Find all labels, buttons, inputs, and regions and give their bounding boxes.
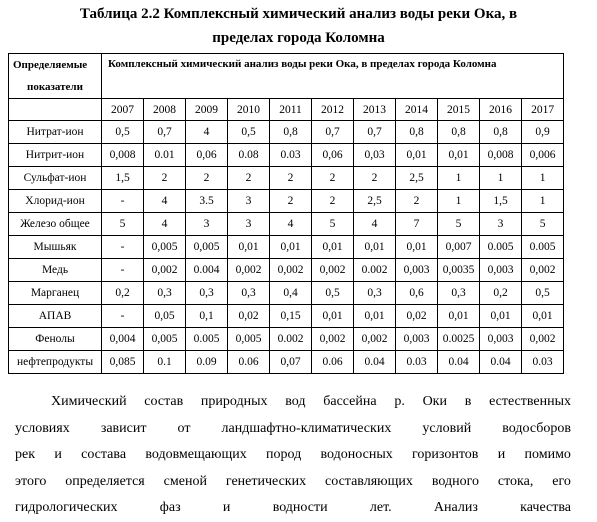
table-cell: 0,1 xyxy=(186,305,228,328)
paragraph-word: состава xyxy=(81,447,127,463)
table-cell: 0,06 xyxy=(186,144,228,167)
table-cell: 0,003 xyxy=(480,259,522,282)
year-cell: 2007 xyxy=(102,99,144,121)
table-cell: 0.0025 xyxy=(438,328,480,351)
table-cell: 0,02 xyxy=(396,305,438,328)
table-cell: 0,3 xyxy=(186,282,228,305)
table-cell: 0,3 xyxy=(438,282,480,305)
row-label: Марганец xyxy=(9,282,102,305)
paragraph-word: естественных xyxy=(489,394,571,409)
row-label: Сульфат-ион xyxy=(9,167,102,190)
table-cell: - xyxy=(102,305,144,328)
caption-line-1: Таблица 2.2 Комплексный химический анализ воды реки Ока, в xyxy=(79,6,518,22)
table-cell: 0,003 xyxy=(396,328,438,351)
table-row xyxy=(9,213,564,236)
table-cell: 0,007 xyxy=(438,236,480,259)
table-cell: 3 xyxy=(480,213,522,236)
paragraph-word: лет. xyxy=(369,500,392,516)
row-label: Железо общее xyxy=(9,213,102,236)
table-cell: 0,6 xyxy=(396,282,438,305)
row-label: АПАВ xyxy=(9,305,102,328)
table-cell: 0,085 xyxy=(102,351,144,374)
table-cell: 4 xyxy=(144,213,186,236)
table-row xyxy=(9,351,564,374)
year-empty-cell xyxy=(9,99,102,121)
table-cell: 4 xyxy=(270,213,312,236)
table-cell: 3 xyxy=(228,190,270,213)
table-cell: 0,004 xyxy=(102,328,144,351)
row-label: Нитрит-ион xyxy=(9,144,102,167)
paragraph-word: пород xyxy=(266,447,302,463)
table-cell: 0,002 xyxy=(354,328,396,351)
table-cell: 2 xyxy=(354,167,396,190)
row-label: Медь xyxy=(9,259,102,282)
table-cell: 0,8 xyxy=(270,121,312,144)
table-cell: 5 xyxy=(312,213,354,236)
paragraph-line xyxy=(15,495,571,522)
year-cell: 2015 xyxy=(438,99,480,121)
paragraph-word: его xyxy=(552,473,571,489)
table-cell: 0.002 xyxy=(354,259,396,282)
water-analysis-table xyxy=(8,53,564,374)
paragraph-line xyxy=(15,416,571,443)
row-label: Нитрат-ион xyxy=(9,121,102,144)
paragraph-word: водности xyxy=(272,500,328,516)
paragraph-word: сменой xyxy=(163,473,207,489)
header-indicators-line-1: Определяемые xyxy=(13,59,88,71)
table-cell: 0,01 xyxy=(312,305,354,328)
paragraph-word: водосборов xyxy=(502,420,571,436)
table-cell: 0,0035 xyxy=(438,259,480,282)
table-row xyxy=(9,236,564,259)
table-cell: 0,01 xyxy=(270,236,312,259)
paragraph-word: Химический xyxy=(51,394,127,409)
paragraph-word: вод xyxy=(285,394,306,409)
table-cell: 0,5 xyxy=(312,282,354,305)
table-cell: 0,8 xyxy=(396,121,438,144)
table-cell: 0,003 xyxy=(396,259,438,282)
body-paragraph xyxy=(15,389,571,522)
table-cell: 0,01 xyxy=(228,236,270,259)
table-cell: 0,06 xyxy=(312,144,354,167)
table-cell: 0,3 xyxy=(354,282,396,305)
header-indicators-line-2: показатели xyxy=(27,81,83,93)
table-cell: 0.04 xyxy=(354,351,396,374)
table-cell: 0,002 xyxy=(522,259,564,282)
table-cell: 0,01 xyxy=(438,305,480,328)
paragraph-word: горизонтов xyxy=(412,447,479,463)
table-cell: 0,05 xyxy=(144,305,186,328)
paragraph-word: составляющих xyxy=(325,473,413,489)
table-cell: 0,005 xyxy=(186,236,228,259)
paragraph-word: водоносных xyxy=(320,447,393,463)
table-cell: 2,5 xyxy=(354,190,396,213)
table-cell: 0,3 xyxy=(228,282,270,305)
table-cell: 5 xyxy=(102,213,144,236)
row-label: Мышьяк xyxy=(9,236,102,259)
paragraph-word: определяется xyxy=(65,473,145,489)
table-cell: 1,5 xyxy=(102,167,144,190)
paragraph-word: состав xyxy=(144,394,184,409)
table-row xyxy=(9,167,564,190)
year-cell: 2016 xyxy=(480,99,522,121)
table-cell: 0,01 xyxy=(354,236,396,259)
table-cell: 0,008 xyxy=(102,144,144,167)
table-cell: 4 xyxy=(186,121,228,144)
table-cell: 0,07 xyxy=(270,351,312,374)
year-cell: 2010 xyxy=(228,99,270,121)
paragraph-word: гидрологических xyxy=(15,500,118,516)
table-row xyxy=(9,259,564,282)
table-cell: 0.03 xyxy=(396,351,438,374)
paragraph-word: фаз xyxy=(159,500,181,516)
paragraph-word: в xyxy=(464,394,472,409)
table-cell: 0.005 xyxy=(522,236,564,259)
table-row xyxy=(9,305,564,328)
table-cell: 0,7 xyxy=(144,121,186,144)
table-cell: 0,3 xyxy=(144,282,186,305)
table-cell: 0.04 xyxy=(438,351,480,374)
table-cell: 2 xyxy=(270,190,312,213)
table-cell: 0,005 xyxy=(228,328,270,351)
table-cell: 0.004 xyxy=(186,259,228,282)
table-cell: 0,03 xyxy=(354,144,396,167)
table-cell: 1 xyxy=(480,167,522,190)
year-cell: 2008 xyxy=(144,99,186,121)
year-cell: 2014 xyxy=(396,99,438,121)
table-cell: 0.09 xyxy=(186,351,228,374)
paragraph-word: и xyxy=(222,500,231,516)
table-cell: 0,01 xyxy=(396,236,438,259)
table-cell: 0.08 xyxy=(228,144,270,167)
paragraph-word: зависит xyxy=(100,420,147,436)
table-cell: 0,2 xyxy=(480,282,522,305)
table-cell: 0.03 xyxy=(270,144,312,167)
paragraph-word: от xyxy=(177,420,191,436)
table-cell: 0,02 xyxy=(228,305,270,328)
table-cell: 0,01 xyxy=(396,144,438,167)
table-cell: 2 xyxy=(270,167,312,190)
table-cell: 0,8 xyxy=(438,121,480,144)
header-analysis-title: Комплексный химический анализ воды реки Ока, в пределах города Коломна xyxy=(102,54,564,99)
table-cell: 0,8 xyxy=(480,121,522,144)
table-cell: 0.005 xyxy=(186,328,228,351)
table-cell: 4 xyxy=(144,190,186,213)
table-cell: - xyxy=(102,190,144,213)
table-cell: 0.002 xyxy=(270,328,312,351)
paragraph-word: рек xyxy=(15,447,36,463)
table-cell: 1,5 xyxy=(480,190,522,213)
table-cell: 2,5 xyxy=(396,167,438,190)
table-cell: 1 xyxy=(522,190,564,213)
table-cell: 0,002 xyxy=(312,328,354,351)
table-cell: 0,01 xyxy=(438,144,480,167)
table-cell: 0.1 xyxy=(144,351,186,374)
paragraph-line xyxy=(15,469,571,496)
table-cell: 0.03 xyxy=(522,351,564,374)
table-cell: 0,005 xyxy=(144,328,186,351)
table-cell: 2 xyxy=(186,167,228,190)
table-cell: 0,01 xyxy=(480,305,522,328)
table-cell: 5 xyxy=(522,213,564,236)
table-cell: 0.005 xyxy=(480,236,522,259)
paragraph-word: условий xyxy=(422,420,472,436)
table-cell: 0,002 xyxy=(312,259,354,282)
table-row xyxy=(9,121,564,144)
table-row xyxy=(9,328,564,351)
table-cell: 0.06 xyxy=(312,351,354,374)
table-cell: 0,4 xyxy=(270,282,312,305)
row-label: Хлорид-ион xyxy=(9,190,102,213)
paragraph-line xyxy=(15,442,571,469)
table-cell: 1 xyxy=(522,167,564,190)
table-cell: 0.01 xyxy=(144,144,186,167)
table-cell: 0,008 xyxy=(480,144,522,167)
paragraph-word: природных xyxy=(200,394,268,409)
table-cell: 7 xyxy=(396,213,438,236)
table-cell: 0,9 xyxy=(522,121,564,144)
table-cell: 0,002 xyxy=(144,259,186,282)
paragraph-line xyxy=(15,389,571,416)
paragraph-word: этого xyxy=(15,473,47,489)
year-cell: 2012 xyxy=(312,99,354,121)
table-cell: 0,7 xyxy=(312,121,354,144)
table-cell: 0,006 xyxy=(522,144,564,167)
paragraph-word: условиях xyxy=(15,420,70,436)
table-cell: - xyxy=(102,236,144,259)
table-cell: 3 xyxy=(186,213,228,236)
table-row xyxy=(9,144,564,167)
table-cell: 0,15 xyxy=(270,305,312,328)
table-cell: 0,5 xyxy=(522,282,564,305)
table-cell: 2 xyxy=(396,190,438,213)
table-cell: 1 xyxy=(438,167,480,190)
header-indicators xyxy=(9,54,102,99)
table-cell: 0.04 xyxy=(480,351,522,374)
table-cell: 1 xyxy=(438,190,480,213)
table-cell: 0,01 xyxy=(354,305,396,328)
table-cell: 0,5 xyxy=(228,121,270,144)
paragraph-word: Оки xyxy=(422,394,447,409)
paragraph-word: и xyxy=(54,447,62,463)
year-cell: 2013 xyxy=(354,99,396,121)
table-caption xyxy=(0,2,597,50)
table-cell: 2 xyxy=(228,167,270,190)
table-cell: 0,002 xyxy=(270,259,312,282)
row-label: нефтепродукты xyxy=(9,351,102,374)
table-cell: 0,005 xyxy=(144,236,186,259)
table-cell: 0,7 xyxy=(354,121,396,144)
paragraph-word: качества xyxy=(520,500,571,516)
year-cell: 2011 xyxy=(270,99,312,121)
table-cell: 3.5 xyxy=(186,190,228,213)
table-cell: 2 xyxy=(312,167,354,190)
table-cell: 2 xyxy=(144,167,186,190)
table-cell: 4 xyxy=(354,213,396,236)
table-cell: 0,01 xyxy=(312,236,354,259)
paragraph-word: ландшафтно-климатических xyxy=(221,420,392,436)
table-cell: 5 xyxy=(438,213,480,236)
paragraph-word: и xyxy=(497,447,506,463)
year-cell: 2017 xyxy=(522,99,564,121)
paragraph-word: бассейна xyxy=(323,394,377,409)
paragraph-word: стока, xyxy=(497,473,534,489)
table-cell: 0,01 xyxy=(522,305,564,328)
table-cell: 0,003 xyxy=(480,328,522,351)
table-cell: 2 xyxy=(312,190,354,213)
table-row xyxy=(9,190,564,213)
year-cell: 2009 xyxy=(186,99,228,121)
table-cell: - xyxy=(102,259,144,282)
table-cell: 0,002 xyxy=(522,328,564,351)
table-cell: 0,2 xyxy=(102,282,144,305)
paragraph-word: помимо xyxy=(524,447,571,463)
table-cell: 0,5 xyxy=(102,121,144,144)
years-row xyxy=(9,99,564,121)
paragraph-word: генетических xyxy=(225,473,307,489)
paragraph-word: водовмещающих xyxy=(145,447,247,463)
table-row xyxy=(9,282,564,305)
table-cell: 3 xyxy=(228,213,270,236)
table-cell: 0.06 xyxy=(228,351,270,374)
row-label: Фенолы xyxy=(9,328,102,351)
table-cell: 0,002 xyxy=(228,259,270,282)
paragraph-word: Анализ xyxy=(433,500,478,516)
paragraph-word: р. xyxy=(394,394,405,409)
caption-line-2: пределах города Коломна xyxy=(212,30,385,46)
paragraph-word: водного xyxy=(431,473,479,489)
